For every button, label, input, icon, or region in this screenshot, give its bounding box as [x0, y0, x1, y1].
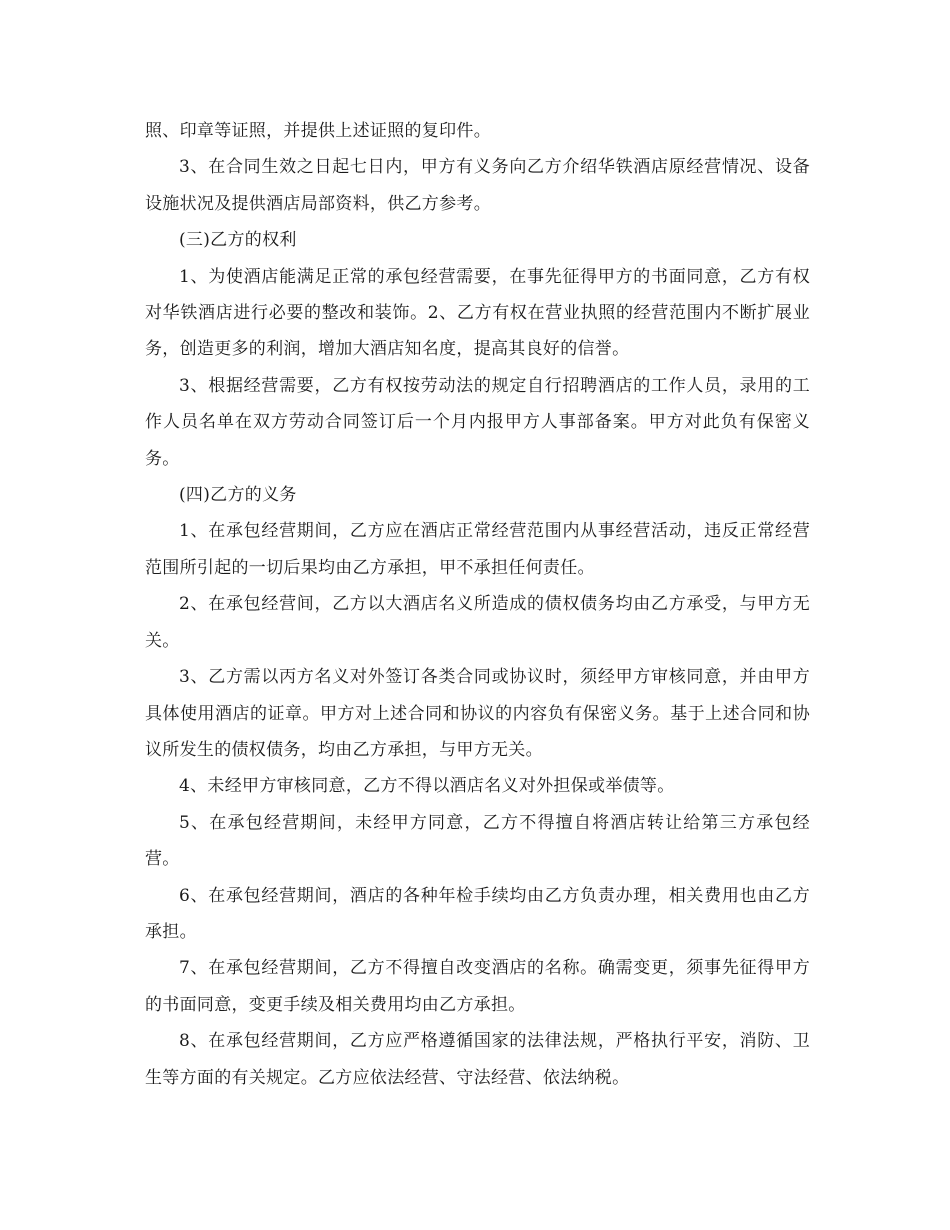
paragraph-rights-1-2: 1、为使酒店能满足正常的承包经营需要，在事先征得甲方的书面同意，乙方有权对华铁酒店进行必要的整改和装饰。2、乙方有权在营业执照的经营范围内不断扩展业务，创造更多的利润，增加大酒店知名度，提高其良好的信誉。	[145, 266, 810, 360]
paragraph-obligation-2: 2、在承包经营间，乙方以大酒店名义所造成的债权债务均由乙方承受，与甲方无关。	[145, 594, 810, 651]
paragraph-clause-3-party-a: 3、在合同生效之日起七日内，甲方有义务向乙方介绍华铁酒店原经营情况、设备设施状况及提供酒店局部资料，供乙方参考。	[145, 157, 810, 214]
paragraph-obligation-6: 6、在承包经营期间，酒店的各种年检手续均由乙方负责办理，相关费用也由乙方承担。	[145, 885, 810, 942]
section-heading-party-b-rights: (三)乙方的权利	[179, 230, 297, 251]
paragraph-obligation-7: 7、在承包经营期间，乙方不得擅自改变酒店的名称。确需变更，须事先征得甲方的书面同意，变更手续及相关费用均由乙方承担。	[145, 958, 810, 1015]
paragraph-obligation-3: 3、乙方需以丙方名义对外签订各类合同或协议时，须经甲方审核同意，并由甲方具体使用酒店的证章。甲方对上述合同和协议的内容负有保密义务。基于上述合同和协议所发生的债权债务，均由乙方承担，与甲方无关。	[145, 667, 810, 760]
paragraph-rights-3: 3、根据经营需要，乙方有权按劳动法的规定自行招聘酒店的工作人员，录用的工作人员名单在双方劳动合同签订后一个月内报甲方人事部备案。甲方对此负有保密义务。	[145, 375, 810, 469]
paragraph-obligation-8: 8、在承包经营期间，乙方应严格遵循国家的法律法规，严格执行平安，消防、卫生等方面的有关规定。乙方应依法经营、守法经营、依法纳税。	[145, 1031, 810, 1088]
section-heading-party-b-obligations: (四)乙方的义务	[179, 485, 297, 506]
paragraph-continuation: 照、印章等证照，并提供上述证照的复印件。	[145, 121, 491, 141]
paragraph-obligation-4: 4、未经甲方审核同意，乙方不得以酒店名义对外担保或举债等。	[179, 776, 675, 797]
document-body	[145, 113, 810, 1096]
paragraph-obligation-5: 5、在承包经营期间，未经甲方同意，乙方不得擅自将酒店转让给第三方承包经营。	[145, 812, 810, 870]
paragraph-obligation-1: 1、在承包经营期间，乙方应在酒店正常经营范围内从事经营活动，违反正常经营范围所引起的一切后果均由乙方承担，甲不承担任何责任。	[145, 521, 810, 578]
